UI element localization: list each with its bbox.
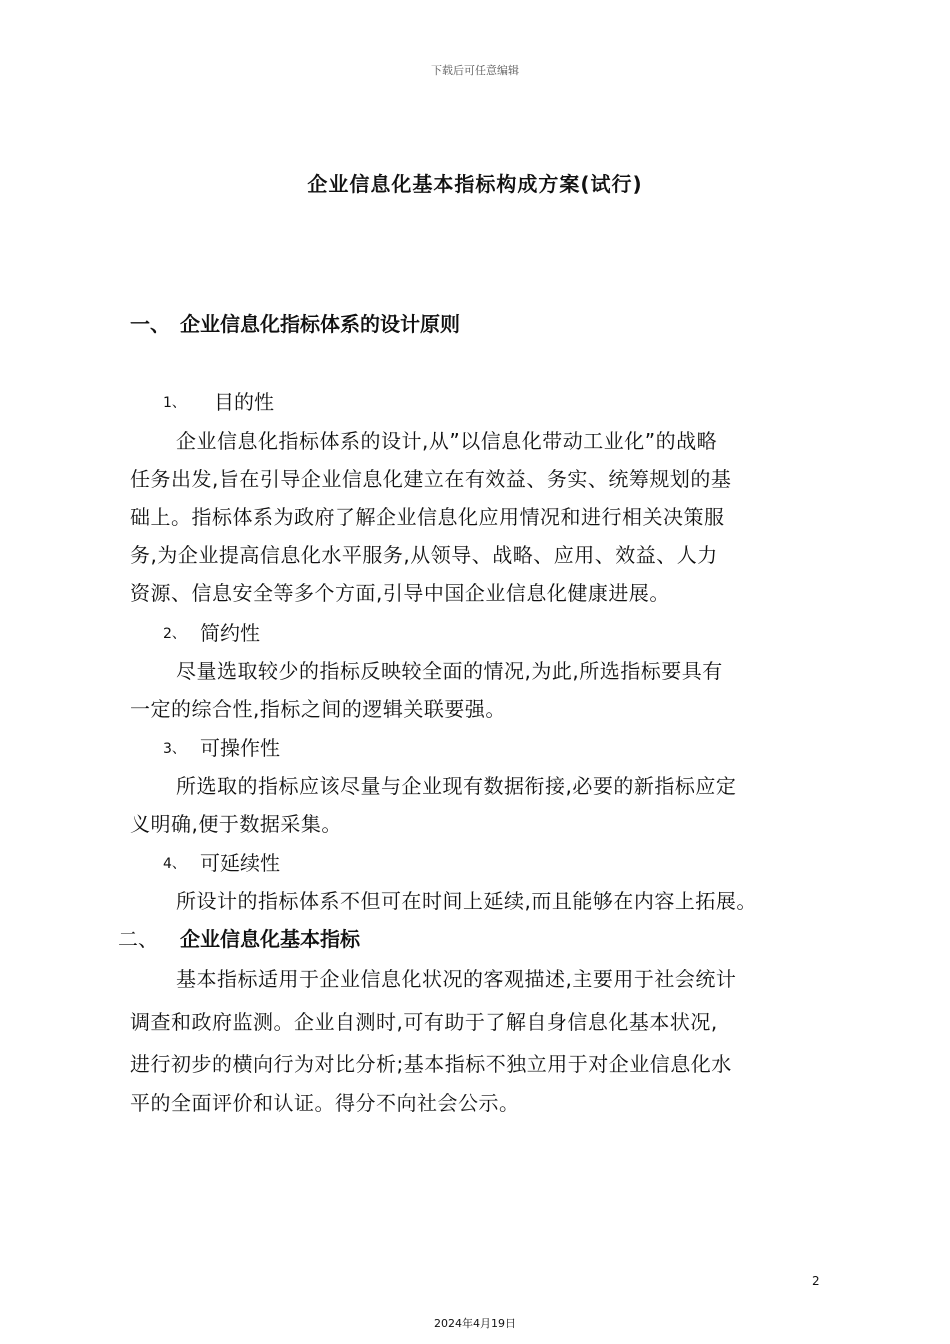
- item3-line: 义明确,便于数据采集。: [130, 812, 342, 836]
- item1-line: 任务出发,旨在引导企业信息化建立在有效益、务实、统筹规划的基: [130, 467, 732, 491]
- section2-line: 调查和政府监测。企业自测时,可有助于了解自身信息化基本状况,: [130, 1010, 718, 1034]
- item2-label: 简约性: [200, 621, 260, 645]
- item1-line: 资源、信息安全等多个方面,引导中国企业信息化健康进展。: [130, 581, 670, 605]
- section2-number: 二、: [118, 927, 158, 951]
- item3-label: 可操作性: [200, 736, 280, 760]
- item1-label: 目的性: [214, 390, 274, 414]
- item1-line: 企业信息化指标体系的设计,从”以信息化带动工业化”的战略: [176, 429, 718, 453]
- item2-line: 尽量选取较少的指标反映较全面的情况,为此,所选指标要具有: [176, 659, 723, 683]
- item4-line: 所设计的指标体系不但可在时间上延续,而且能够在内容上拓展。: [176, 889, 757, 913]
- section2-line: 基本指标适用于企业信息化状况的客观描述,主要用于社会统计: [176, 967, 737, 991]
- item2-number: 2、: [163, 626, 186, 642]
- item1-number: 1、: [163, 395, 186, 411]
- item1-line: 务,为企业提高信息化水平服务,从领导、战略、应用、效益、人力: [130, 543, 718, 567]
- item3-line: 所选取的指标应该尽量与企业现有数据衔接,必要的新指标应定: [176, 774, 737, 798]
- page-number: 2: [812, 1274, 820, 1288]
- header-note: 下载后可任意编辑: [431, 64, 519, 77]
- item4-number: 4、: [163, 856, 186, 872]
- section2-heading: 企业信息化基本指标: [180, 927, 360, 951]
- item3-number: 3、: [163, 741, 186, 757]
- section2-line: 平的全面评价和认证。得分不向社会公示。: [130, 1091, 520, 1115]
- section1-number: 一、: [130, 312, 170, 336]
- footer-date: 2024年4月19日: [434, 1317, 516, 1330]
- section2-line: 进行初步的横向行为对比分析;基本指标不独立用于对企业信息化水: [130, 1052, 732, 1076]
- item1-line: 础上。指标体系为政府了解企业信息化应用情况和进行相关决策服: [130, 505, 725, 529]
- item4-label: 可延续性: [200, 851, 280, 875]
- document-title: 企业信息化基本指标构成方案(试行): [307, 172, 643, 196]
- section1-heading: 企业信息化指标体系的设计原则: [180, 312, 460, 336]
- item2-line: 一定的综合性,指标之间的逻辑关联要强。: [130, 697, 506, 721]
